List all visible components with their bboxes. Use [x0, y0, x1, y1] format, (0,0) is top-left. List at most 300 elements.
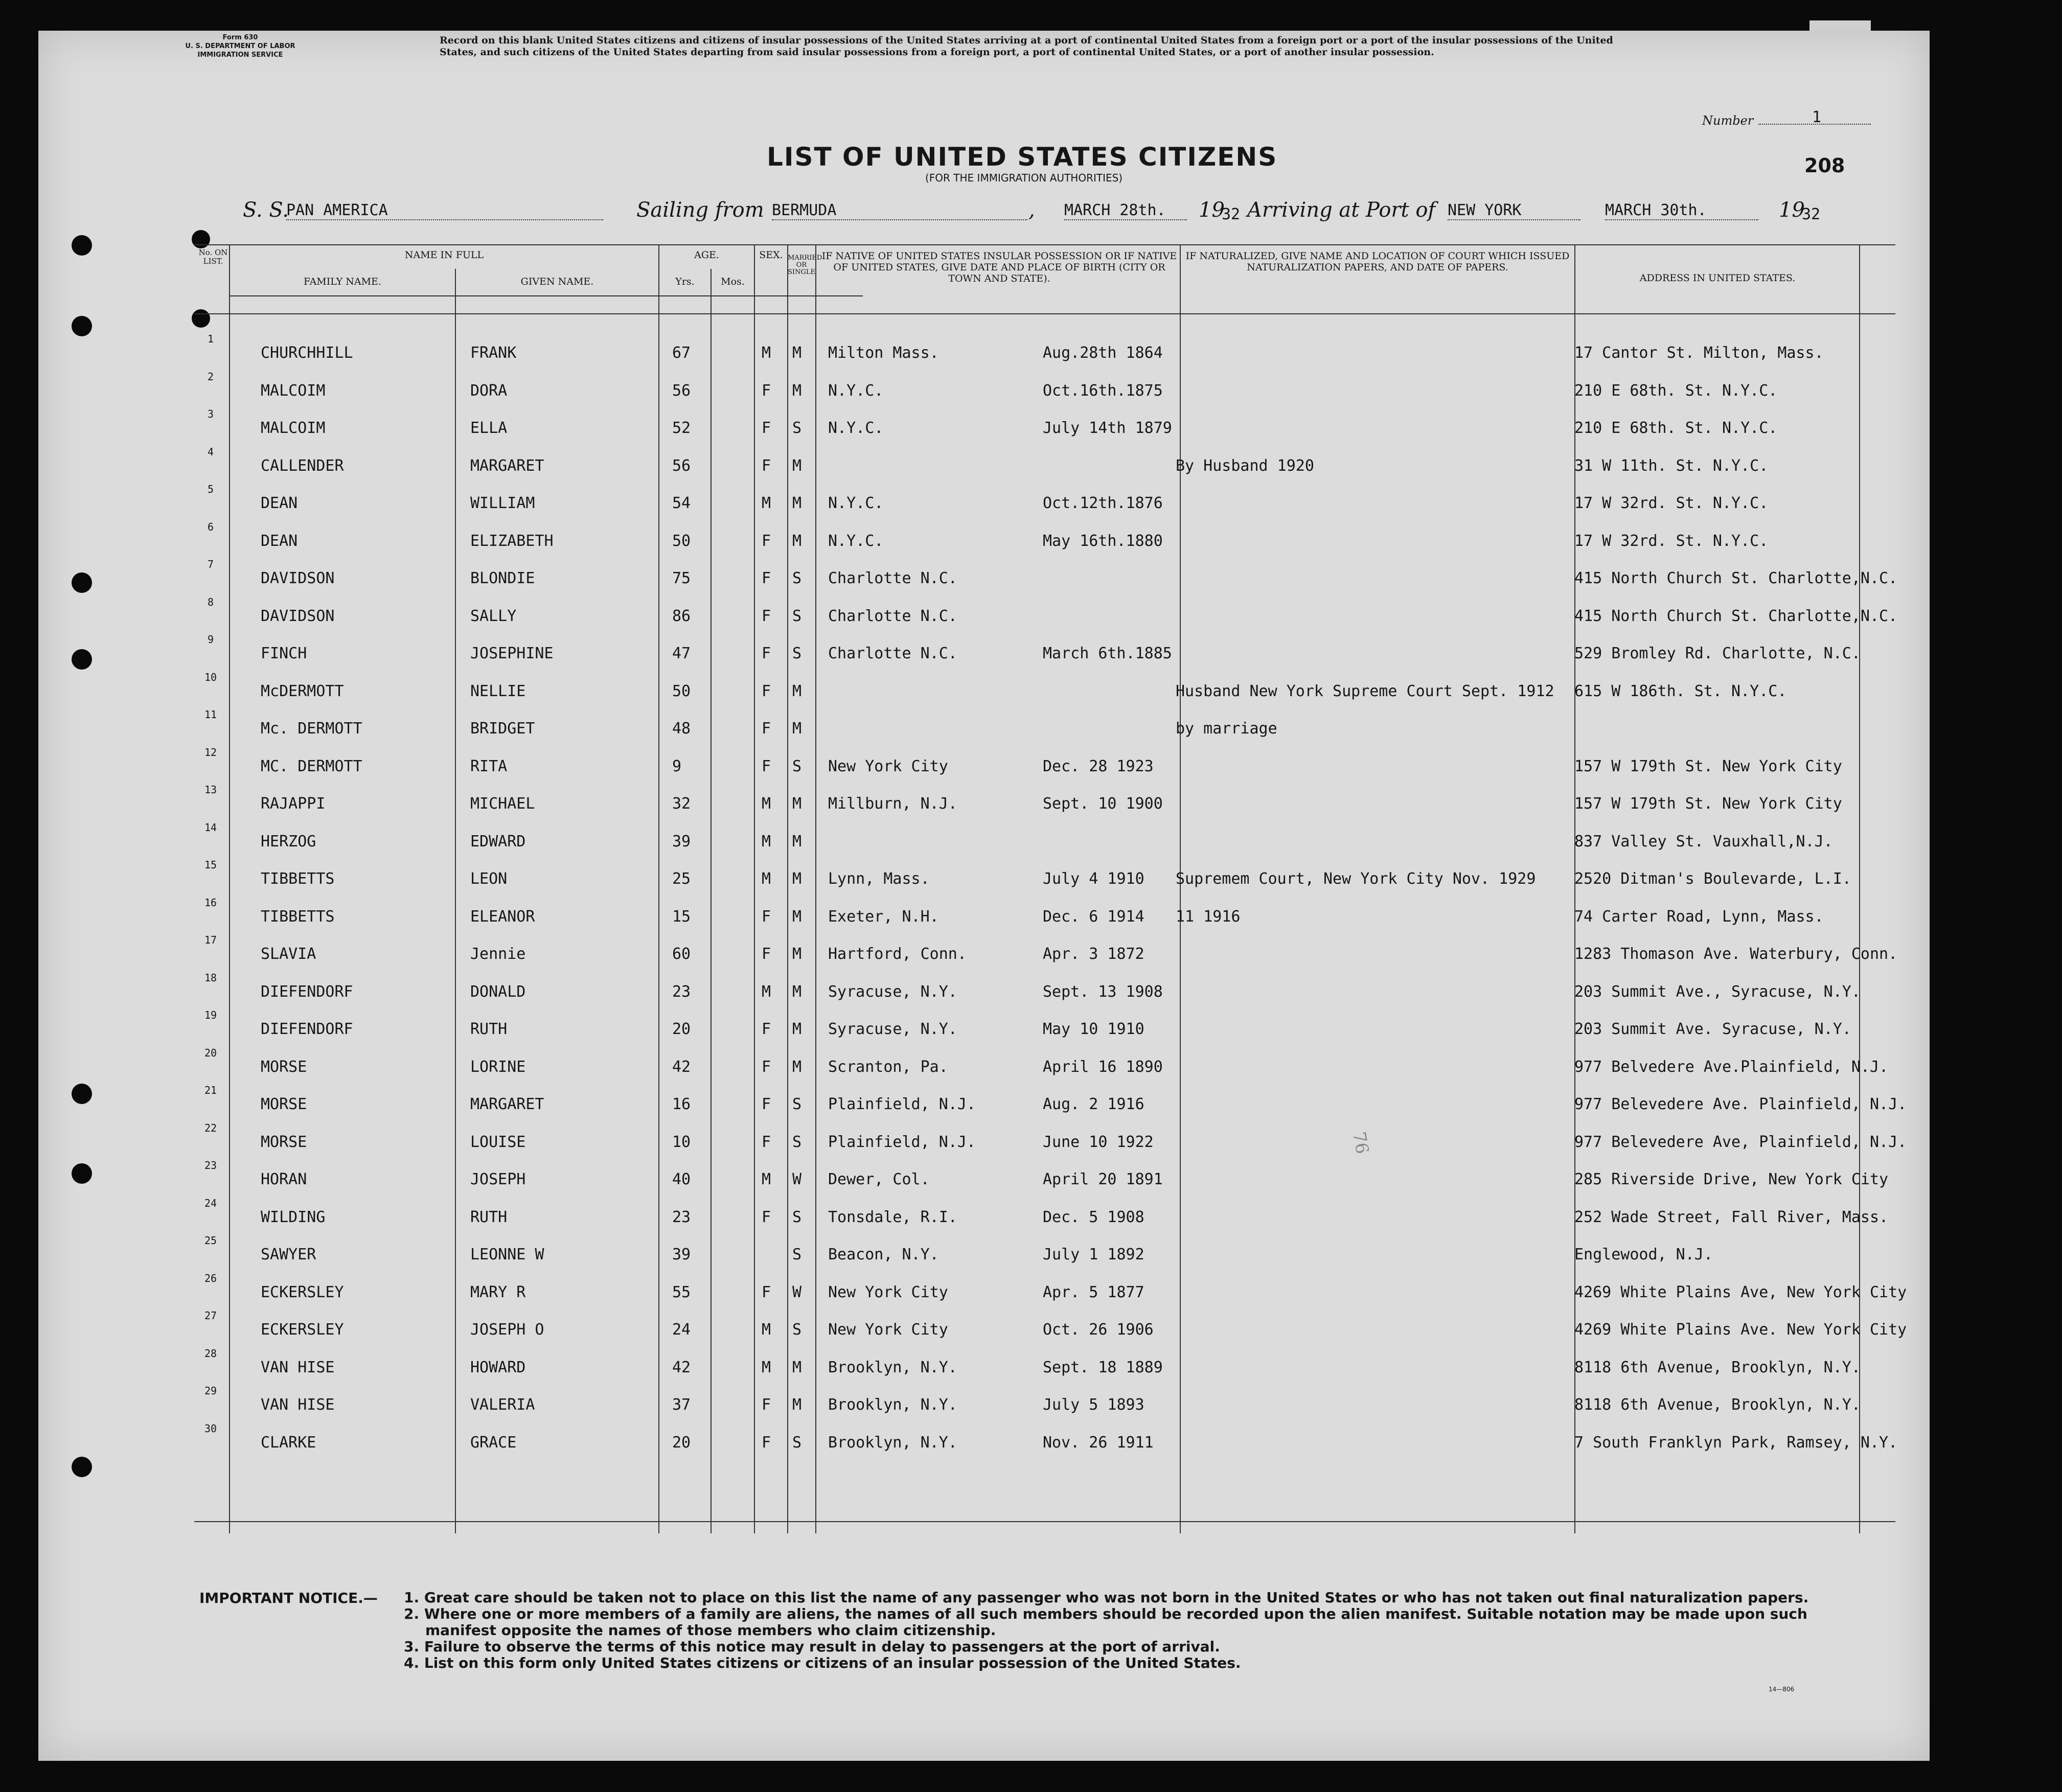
row-number: 2 [207, 370, 214, 383]
cell-place: New York City [828, 1283, 948, 1301]
cell-family: ECKERSLEY [261, 1321, 344, 1339]
header-sex: SEX. [759, 249, 783, 261]
cell-sex: F [762, 720, 771, 738]
cell-address: Englewood, N.J. [1574, 1246, 1713, 1263]
number-label: Number [1702, 113, 1754, 128]
cell-address: 977 Belevedere Ave, Plainfield, N.J. [1574, 1133, 1907, 1151]
cell-age: 50 [672, 682, 691, 700]
row-number: 8 [207, 595, 214, 608]
table-rule [455, 269, 456, 1533]
cell-age: 75 [672, 569, 691, 587]
cell-ms: M [792, 945, 802, 963]
header-address: ADDRESS IN UNITED STATES. [1639, 272, 1796, 284]
cell-address: 4269 White Plains Ave. New York City [1574, 1321, 1907, 1339]
cell-ms: S [792, 1321, 802, 1339]
cell-address: 210 E 68th. St. N.Y.C. [1574, 419, 1778, 437]
cell-date: June 10 1922 [1043, 1133, 1154, 1151]
cell-ms: M [792, 682, 802, 700]
cell-sex: F [762, 569, 771, 587]
cell-address: 837 Valley St. Vauxhall,N.J. [1574, 832, 1833, 851]
departure-port: BERMUDA [772, 201, 1027, 220]
cell-age: 23 [672, 1208, 691, 1226]
cell-given: GRACE [470, 1433, 517, 1452]
cell-place: Syracuse, N.Y. [828, 982, 957, 1001]
ship-name: PAN AMERICA [286, 201, 603, 220]
row-number: 21 [204, 1084, 217, 1096]
cell-family: MORSE [261, 1095, 307, 1113]
cell-date: April 16 1890 [1043, 1058, 1163, 1076]
cell-place: New York City [828, 757, 948, 775]
cell-family: WILDING [261, 1208, 326, 1226]
margin-mark: 76 [1348, 1130, 1373, 1156]
cell-given: BLONDIE [470, 569, 535, 587]
cell-date: Aug.28th 1864 [1043, 344, 1163, 362]
cell-age: 40 [672, 1170, 691, 1188]
cell-sex: M [762, 344, 771, 362]
cell-given: MARGARET [470, 1095, 544, 1113]
cell-given: EDWARD [470, 832, 526, 851]
cell-family: McDERMOTT [261, 682, 344, 700]
cell-address: 615 W 186th. St. N.Y.C. [1574, 682, 1787, 700]
row-number: 10 [204, 671, 217, 683]
form-identifier: Form 630 U. S. DEPARTMENT OF LABOR IMMIGRATION SERVICE [185, 34, 295, 59]
cell-sex: M [762, 870, 771, 888]
number-value: 1 [1812, 108, 1822, 126]
header-age-months: Mos. [721, 276, 745, 287]
row-number: 23 [204, 1159, 217, 1171]
cell-given: DORA [470, 381, 508, 400]
row-number: 14 [204, 821, 217, 834]
row-number: 7 [207, 558, 214, 570]
cell-sex: F [762, 456, 771, 475]
cell-given: RUTH [470, 1208, 508, 1226]
cell-given: DONALD [470, 982, 526, 1001]
cell-family: CHURCHHILL [261, 344, 353, 362]
cell-age: 52 [672, 419, 691, 437]
cell-family: MALCOIM [261, 419, 326, 437]
cell-ms: M [792, 832, 802, 851]
cell-date: July 1 1892 [1043, 1246, 1144, 1263]
cell-given: BRIDGET [470, 720, 535, 738]
cell-sex: F [762, 532, 771, 550]
cell-age: 16 [672, 1095, 691, 1113]
row-number: 1 [207, 333, 214, 345]
cell-given: MARY R [470, 1283, 526, 1301]
cell-ms: S [792, 757, 802, 775]
cell-address: 157 W 179th St. New York City [1574, 757, 1842, 775]
binder-hole [72, 649, 92, 670]
cell-family: MORSE [261, 1058, 307, 1076]
cell-family: MALCOIM [261, 381, 326, 400]
cell-place: Lynn, Mass. [828, 870, 930, 888]
cell-place: N.Y.C. [828, 381, 884, 400]
cell-family: SAWYER [261, 1246, 316, 1263]
cell-given: RITA [470, 757, 508, 775]
cell-sex: F [762, 682, 771, 700]
cell-ms: M [792, 1020, 802, 1038]
cell-given: LEON [470, 870, 508, 888]
cell-address: 415 North Church St. Charlotte,N.C. [1574, 569, 1898, 587]
cell-age: 60 [672, 945, 691, 963]
header-family-name: FAMILY NAME. [304, 276, 381, 287]
cell-date: May 16th.1880 [1043, 532, 1163, 550]
cell-given: ELEANOR [470, 907, 535, 926]
arrival-year: 32 [1802, 205, 1821, 223]
departure-date: MARCH 28th. [1064, 201, 1187, 220]
cell-place: Plainfield, N.J. [828, 1133, 976, 1151]
cell-ms: M [792, 982, 802, 1001]
cell-place: Charlotte N.C. [828, 569, 957, 587]
cell-place: N.Y.C. [828, 419, 884, 437]
cell-address: 157 W 179th St. New York City [1574, 795, 1842, 813]
cell-place: Brooklyn, N.Y. [828, 1358, 957, 1376]
cell-ms: S [792, 569, 802, 587]
notice-item: 1. Great care should be taken not to place on this list the name of any passenger who was not born in the United States or who has not taken out final naturalization papers. [404, 1589, 1809, 1606]
cell-given: LORINE [470, 1058, 526, 1076]
cell-sex: M [762, 982, 771, 1001]
cell-place: Hartford, Conn. [828, 945, 967, 963]
cell-place: Milton Mass. [828, 344, 939, 362]
cell-nat: 11 1916 [1176, 907, 1241, 926]
cell-sex: F [762, 381, 771, 400]
row-number: 5 [207, 483, 214, 495]
cell-address: 252 Wade Street, Fall River, Mass. [1574, 1208, 1889, 1226]
cell-ms: M [792, 907, 802, 926]
cell-ms: S [792, 607, 802, 625]
cell-address: 1283 Thomason Ave. Waterbury, Conn. [1574, 945, 1898, 963]
cell-address: 8118 6th Avenue, Brooklyn, N.Y. [1574, 1396, 1861, 1414]
cell-address: 415 North Church St. Charlotte,N.C. [1574, 607, 1898, 625]
cell-date: March 6th.1885 [1043, 645, 1172, 662]
cell-address: 8118 6th Avenue, Brooklyn, N.Y. [1574, 1358, 1861, 1376]
cell-address: 977 Belevedere Ave. Plainfield, N.J. [1574, 1095, 1907, 1113]
cell-nat: Husband New York Supreme Court Sept. 1912 [1176, 682, 1554, 700]
cell-family: DAVIDSON [261, 607, 335, 625]
cell-given: FRANK [470, 344, 517, 362]
cell-place: Brooklyn, N.Y. [828, 1396, 957, 1414]
cell-date: Dec. 28 1923 [1043, 757, 1154, 775]
cell-ms: S [792, 419, 802, 437]
cell-address: 74 Carter Road, Lynn, Mass. [1574, 907, 1824, 926]
cell-age: 56 [672, 381, 691, 400]
cell-sex: F [762, 907, 771, 926]
cell-family: CLARKE [261, 1433, 316, 1452]
row-number: 22 [204, 1121, 217, 1134]
cell-family: DAVIDSON [261, 569, 335, 587]
cell-family: CALLENDER [261, 456, 344, 475]
cell-family: VAN HISE [261, 1396, 335, 1414]
cell-nat: by marriage [1176, 720, 1277, 738]
cell-family: Mc. DERMOTT [261, 720, 362, 738]
notice-item: 4. List on this form only United States citizens or citizens of an insular possession of the United States. [404, 1655, 1241, 1671]
departure-year: 32 [1222, 205, 1241, 223]
header-no-on-list: No. ON LIST. [198, 248, 228, 266]
arriving-label: Arriving at Port of [1247, 198, 1436, 222]
cell-family: RAJAPPI [261, 795, 326, 813]
cell-given: MICHAEL [470, 795, 535, 813]
binder-hole [72, 1163, 92, 1184]
header-name-in-full: NAME IN FULL [404, 249, 484, 261]
cell-sex: F [762, 945, 771, 963]
table-rule [194, 313, 1895, 314]
cell-family: DIEFENDORF [261, 982, 353, 1001]
cell-nat: By Husband 1920 [1176, 456, 1314, 475]
cell-date: Apr. 5 1877 [1043, 1283, 1144, 1301]
table-rule [815, 244, 816, 1533]
cell-given: RUTH [470, 1020, 508, 1038]
cell-age: 42 [672, 1358, 691, 1376]
form-preamble: Record on this blank United States citizens and citizens of insular possessions of the United States arriving at a port of continental United States from a foreign port or a port of the insular possessions of the United States, and such citizens of the United States departing from said insular possessions from a foreign port, a port of continental United States, or a port of another insular possession. [440, 35, 1613, 58]
comma-sep: , [1028, 198, 1035, 222]
table-rule [1180, 244, 1181, 1533]
row-number: 12 [204, 746, 217, 759]
cell-date: Oct.16th.1875 [1043, 381, 1163, 400]
cell-place: Beacon, N.Y. [828, 1246, 939, 1263]
cell-sex: F [762, 419, 771, 437]
cell-place: Exeter, N.H. [828, 907, 939, 926]
row-number: 13 [204, 784, 217, 796]
cell-date: Oct. 26 1906 [1043, 1321, 1154, 1339]
cell-date: Sept. 13 1908 [1043, 982, 1163, 1001]
cell-family: TIBBETTS [261, 907, 335, 926]
cell-place: N.Y.C. [828, 494, 884, 512]
cell-sex: M [762, 1358, 771, 1376]
binder-hole [72, 316, 92, 336]
cell-family: SLAVIA [261, 945, 316, 963]
page-number: 208 [1804, 154, 1845, 177]
row-number: 29 [204, 1385, 217, 1397]
header-married-single: MARRIED OR SINGLE [788, 254, 822, 276]
cell-sex: F [762, 1058, 771, 1076]
cell-place: Scranton, Pa. [828, 1058, 948, 1076]
cell-family: VAN HISE [261, 1358, 335, 1376]
cell-age: 54 [672, 494, 691, 512]
cell-address: 17 Cantor St. Milton, Mass. [1574, 344, 1824, 362]
cell-address: 2520 Ditman's Boulevarde, L.I. [1574, 870, 1851, 888]
table-rule [658, 244, 659, 1533]
cell-place: Charlotte N.C. [828, 607, 957, 625]
cell-place: Brooklyn, N.Y. [828, 1433, 957, 1452]
cell-age: 20 [672, 1020, 691, 1038]
cell-address: 31 W 11th. St. N.Y.C. [1574, 456, 1769, 475]
cell-age: 67 [672, 344, 691, 362]
cell-date: July 4 1910 [1043, 870, 1144, 888]
cell-given: ELIZABETH [470, 532, 554, 550]
row-number: 15 [204, 859, 217, 871]
cell-ms: M [792, 381, 802, 400]
cell-given: VALERIA [470, 1396, 535, 1414]
cell-date: July 14th 1879 [1043, 419, 1172, 437]
cell-address: 203 Summit Ave., Syracuse, N.Y. [1574, 982, 1861, 1001]
cell-ms: S [792, 1133, 802, 1151]
row-number: 27 [204, 1309, 217, 1322]
cell-family: ECKERSLEY [261, 1283, 344, 1301]
cell-family: HERZOG [261, 832, 316, 851]
header-naturalization: IF NATURALIZED, GIVE NAME AND LOCATION OF COURT WHICH ISSUED NATURALIZATION PAPERS, AND DATE OF PAPERS. [1185, 250, 1570, 273]
binder-hole [72, 572, 92, 593]
table-rule [194, 244, 1895, 245]
cell-age: 56 [672, 456, 691, 475]
cell-age: 86 [672, 607, 691, 625]
cell-sex: F [762, 607, 771, 625]
binder-hole [72, 1457, 92, 1477]
row-number: 11 [204, 708, 217, 721]
cell-place: N.Y.C. [828, 532, 884, 550]
cell-sex: F [762, 1283, 771, 1301]
table-rule [787, 244, 788, 1533]
cell-ms: S [792, 1246, 802, 1263]
row-number: 6 [207, 520, 214, 533]
header-age-years: Yrs. [675, 276, 695, 287]
cell-sex: F [762, 757, 771, 775]
cell-place: Dewer, Col. [828, 1170, 930, 1188]
binder-hole [72, 235, 92, 256]
cell-sex: M [762, 494, 771, 512]
cell-place: Syracuse, N.Y. [828, 1020, 957, 1038]
row-number: 28 [204, 1347, 217, 1360]
cell-sex: F [762, 1396, 771, 1414]
passenger-table [194, 244, 1907, 1533]
cell-place: Millburn, N.J. [828, 795, 957, 813]
cell-ms: M [792, 456, 802, 475]
cell-age: 15 [672, 907, 691, 926]
cell-age: 39 [672, 832, 691, 851]
cell-family: DEAN [261, 532, 298, 550]
cell-sex: F [762, 1133, 771, 1151]
cell-age: 48 [672, 720, 691, 738]
cell-address: 7 South Franklyn Park, Ramsey, N.Y. [1574, 1433, 1898, 1452]
cell-date: July 5 1893 [1043, 1396, 1144, 1414]
cell-given: JOSEPH [470, 1170, 526, 1188]
row-number: 25 [204, 1234, 217, 1247]
cell-date: Sept. 10 1900 [1043, 795, 1163, 813]
cell-age: 20 [672, 1433, 691, 1452]
cell-address: 17 W 32rd. St. N.Y.C. [1574, 532, 1769, 550]
cell-ms: M [792, 870, 802, 888]
header-given-name: GIVEN NAME. [520, 276, 594, 287]
cell-ms: M [792, 1358, 802, 1376]
cell-place: New York City [828, 1321, 948, 1339]
cell-place: Plainfield, N.J. [828, 1095, 976, 1113]
cell-age: 9 [672, 757, 682, 775]
header-age: AGE. [694, 249, 719, 261]
cell-date: Oct.12th.1876 [1043, 494, 1163, 512]
cell-age: 10 [672, 1133, 691, 1151]
arrival-date: MARCH 30th. [1605, 201, 1758, 220]
cell-date: Nov. 26 1911 [1043, 1433, 1154, 1452]
row-number: 17 [204, 934, 217, 946]
cell-given: JOSEPH O [470, 1321, 544, 1339]
notice-items [404, 1590, 1808, 1671]
cell-sex: F [762, 1095, 771, 1113]
row-number: 9 [207, 633, 214, 646]
cell-address: 977 Belvedere Ave.Plainfield, N.J. [1574, 1058, 1889, 1076]
cell-address: 285 Riverside Drive, New York City [1574, 1170, 1889, 1188]
table-rule [1574, 244, 1575, 1533]
arrival-port: NEW YORK [1448, 201, 1580, 220]
cell-ms: M [792, 494, 802, 512]
cell-sex: F [762, 1020, 771, 1038]
cell-ms: M [792, 344, 802, 362]
cell-ms: S [792, 1095, 802, 1113]
cell-ms: M [792, 720, 802, 738]
cell-place: Tonsdale, R.I. [828, 1208, 957, 1226]
sailing-label: Sailing from [636, 198, 764, 222]
cell-family: MORSE [261, 1133, 307, 1151]
cell-family: HORAN [261, 1170, 307, 1188]
cell-sex: M [762, 795, 771, 813]
cell-age: 37 [672, 1396, 691, 1414]
cell-sex: M [762, 1321, 771, 1339]
row-number: 4 [207, 445, 214, 458]
cell-age: 23 [672, 982, 691, 1001]
ss-label: S. S. [243, 198, 289, 222]
cell-address: 4269 White Plains Ave, New York City [1574, 1283, 1907, 1301]
table-rule [194, 1521, 1895, 1522]
row-number: 16 [204, 896, 217, 909]
cell-given: LEONNE W [470, 1246, 544, 1263]
cell-ms: M [792, 1396, 802, 1414]
cell-age: 39 [672, 1246, 691, 1263]
table-rule [1859, 244, 1860, 1533]
cell-sex: F [762, 645, 771, 662]
cell-family: TIBBETTS [261, 870, 335, 888]
cell-age: 32 [672, 795, 691, 813]
table-rule [754, 244, 755, 1533]
cell-sex: F [762, 1433, 771, 1452]
cell-ms: W [792, 1170, 802, 1188]
cell-place: Charlotte N.C. [828, 645, 957, 662]
cell-ms: S [792, 1433, 802, 1452]
cell-sex: F [762, 1208, 771, 1226]
cell-age: 55 [672, 1283, 691, 1301]
cell-age: 42 [672, 1058, 691, 1076]
cell-ms: M [792, 532, 802, 550]
cell-given: JOSEPHINE [470, 645, 554, 662]
cell-given: SALLY [470, 607, 517, 625]
cell-given: MARGARET [470, 456, 544, 475]
notice-item: manifest opposite the names of those members who claim citizenship. [425, 1622, 996, 1639]
page-title: LIST OF UNITED STATES CITIZENS [767, 142, 1278, 172]
cell-date: Apr. 3 1872 [1043, 945, 1144, 963]
cell-date: Aug. 2 1916 [1043, 1095, 1144, 1113]
cell-ms: S [792, 1208, 802, 1226]
table-rule [229, 244, 230, 1533]
notice-item: 3. Failure to observe the terms of this notice may result in delay to passengers at the port of arrival. [404, 1638, 1220, 1655]
cell-address: 17 W 32rd. St. N.Y.C. [1574, 494, 1769, 512]
binder-hole [72, 1084, 92, 1104]
row-number: 26 [204, 1272, 217, 1284]
notice-item: 2. Where one or more members of a family are aliens, the names of all such members should be recorded upon the alien manifest. Suitable notation may be made upon such [404, 1605, 1807, 1622]
cell-given: ELLA [470, 419, 508, 437]
cell-sex: M [762, 832, 771, 851]
cell-nat: Supremem Court, New York City Nov. 1929 [1176, 870, 1536, 888]
cell-address: 529 Bromley Rd. Charlotte, N.C. [1574, 645, 1861, 662]
cell-ms: S [792, 645, 802, 662]
cell-ms: M [792, 795, 802, 813]
row-number: 24 [204, 1197, 217, 1209]
cell-age: 50 [672, 532, 691, 550]
cell-given: WILLIAM [470, 494, 535, 512]
page-subtitle: (FOR THE IMMIGRATION AUTHORITIES) [925, 172, 1123, 184]
cell-given: NELLIE [470, 682, 526, 700]
row-number: 20 [204, 1046, 217, 1059]
cell-age: 47 [672, 645, 691, 662]
row-number: 18 [204, 971, 217, 984]
cell-given: LOUISE [470, 1133, 526, 1151]
cell-given: HOWARD [470, 1358, 526, 1376]
cell-address: 210 E 68th. St. N.Y.C. [1574, 381, 1778, 400]
